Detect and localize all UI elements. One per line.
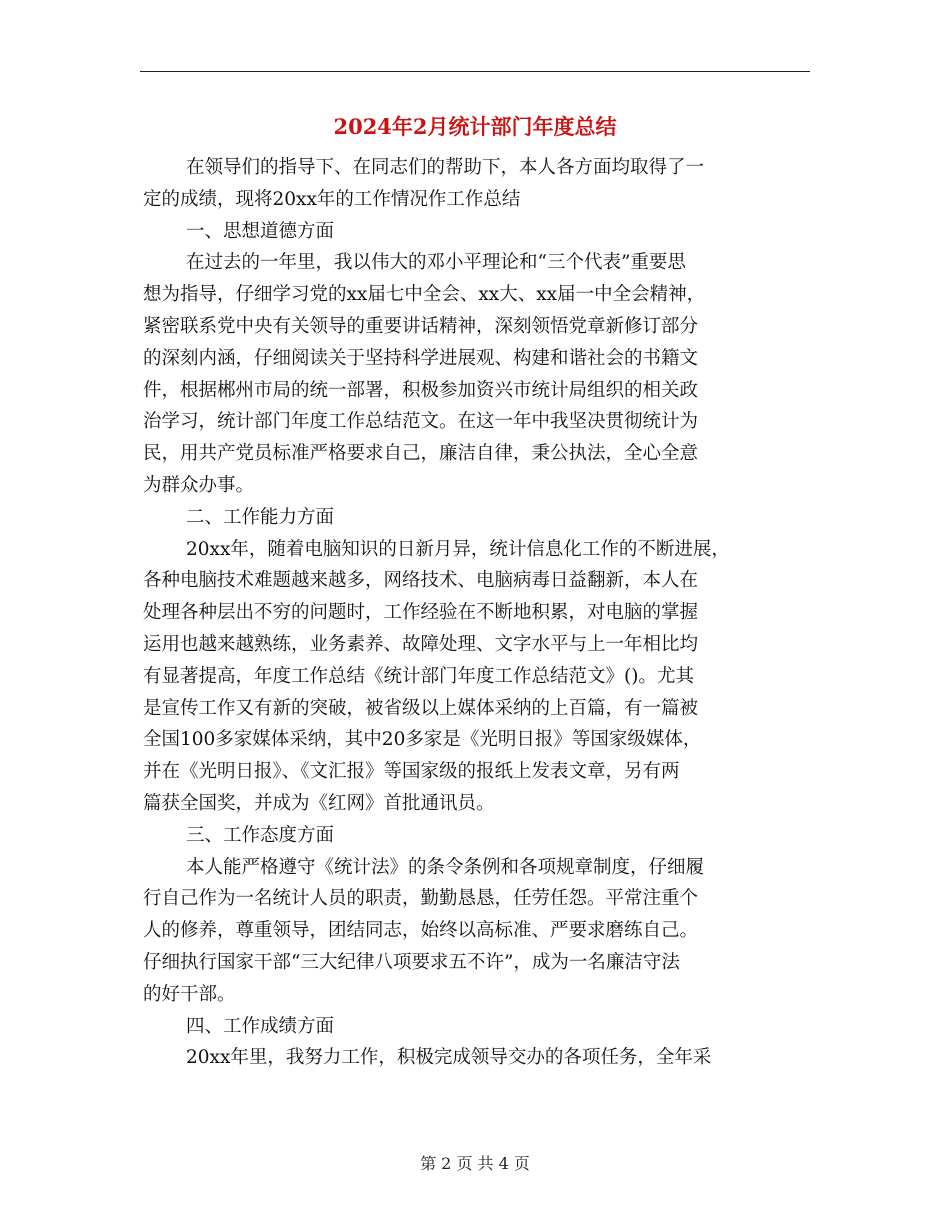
section-heading: 二、工作能力方面 xyxy=(186,506,335,528)
section-heading: 一、思想道德方面 xyxy=(186,220,335,242)
page-footer: 第 2 页 共 4 页 xyxy=(420,1154,530,1173)
paragraph-line: 定的成绩，现将20xx年的工作情况作工作总结 xyxy=(143,188,521,210)
paragraph-line: 全国100多家媒体采纳，其中20多家是《光明日报》等国家级媒体， xyxy=(143,729,702,751)
section-heading: 四、工作成绩方面 xyxy=(186,1015,335,1037)
header-rule xyxy=(140,71,810,72)
paragraph-line: 在领导们的指导下、在同志们的帮助下，本人各方面均取得了一 xyxy=(186,157,705,178)
paragraph-line: 民，用共产党员标准严格要求自己，廉洁自律，秉公执法，全心全意 xyxy=(143,443,699,465)
paragraph-line: 治学习，统计部门年度工作总结范文。在这一年中我坚决贯彻统计为 xyxy=(143,411,699,433)
paragraph-line: 人的修养，尊重领导，团结同志，始终以高标准、严要求磨练自己。 xyxy=(143,920,699,942)
document-title: 2024年2月统计部门年度总结 xyxy=(333,114,617,139)
paragraph-line: 的好干部。 xyxy=(143,983,236,1005)
document-body xyxy=(143,152,810,1074)
paragraph-line: 有显著提高，年度工作总结《统计部门年度工作总结范文》()。尤其 xyxy=(143,665,694,687)
paragraph-line: 运用也越来越熟练，业务素养、故障处理、文字水平与上一年相比均 xyxy=(143,633,699,655)
paragraph-line: 为群众办事。 xyxy=(143,474,255,496)
paragraph-line: 处理各种层出不穷的问题时，工作经验在不断地积累，对电脑的掌握 xyxy=(143,602,699,624)
paragraph-line: 件，根据郴州市局的统一部署，积极参加资兴市统计局组织的相关政 xyxy=(143,379,699,401)
paragraph-line: 的深刻内涵，仔细阅读关于坚持科学进展观、构建和谐社会的书籍文 xyxy=(143,347,699,369)
paragraph-line: 想为指导，仔细学习党的xx届七中全会、xx大、xx届一中全会精神， xyxy=(143,284,706,306)
paragraph-line: 行自己作为一名统计人员的职责，勤勤恳恳，任劳任怨。平常注重个 xyxy=(143,888,699,910)
paragraph-line: 在过去的一年里，我以伟大的邓小平理论和“三个代表”重要思 xyxy=(186,252,686,274)
paragraph-line: 本人能严格遵守《统计法》的条令条例和各项规章制度，仔细履 xyxy=(186,856,705,878)
paragraph-line: 是宣传工作又有新的突破，被省级以上媒体采纳的上百篇，有一篇被 xyxy=(143,697,699,719)
paragraph-line: 紧密联系党中央有关领导的重要讲话精神，深刻领悟党章新修订部分 xyxy=(143,315,699,337)
paragraph-line: 各种电脑技术难题越来越多，网络技术、电脑病毒日益翻新，本人在 xyxy=(143,570,699,592)
paragraph-line: 篇获全国奖，并成为《红网》首批通讯员。 xyxy=(143,792,495,814)
paragraph-line: 并在《光明日报》、《文汇报》等国家级的报纸上发表文章，另有两 xyxy=(143,761,680,783)
paragraph-line: 20xx年里，我努力工作，积极完成领导交办的各项任务，全年采 xyxy=(186,1047,712,1069)
paragraph-line: 20xx年，随着电脑知识的日新月异，统计信息化工作的不断进展， xyxy=(186,538,730,560)
section-heading: 三、工作态度方面 xyxy=(186,824,335,846)
paragraph-line: 仔细执行国家干部“三大纪律八项要求五不许”，成为一名廉洁守法 xyxy=(143,951,680,973)
